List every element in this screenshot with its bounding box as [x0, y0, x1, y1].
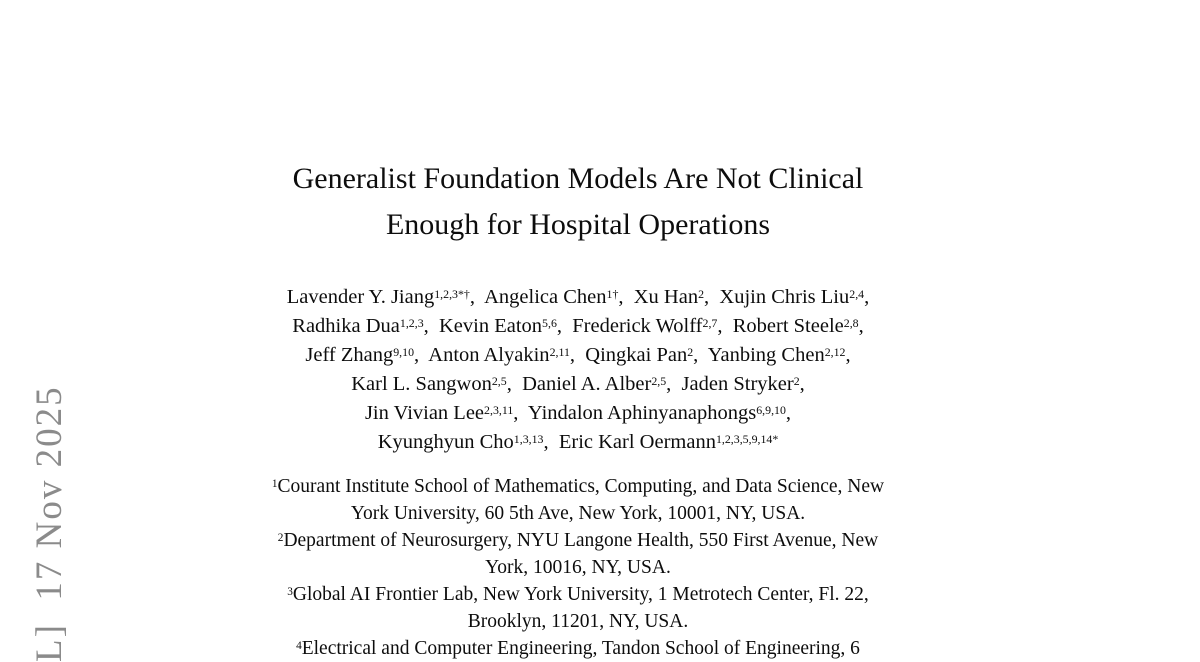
text-run: , Eric Karl Oermann	[543, 431, 716, 453]
text-run: , Qingkai Pan	[569, 344, 688, 366]
arxiv-watermark: L] 17 Nov 2025	[29, 385, 70, 662]
author-line	[0, 283, 1156, 312]
text-run: ,	[845, 344, 851, 366]
superscript: 2,3,11	[484, 402, 514, 417]
author-list	[0, 283, 1156, 457]
superscript: 1,2,3,5,9,14*	[715, 431, 779, 446]
text-run: Brooklyn, 11201, NY, USA.	[467, 611, 689, 632]
text-run: , Jaden Stryker	[666, 373, 794, 395]
superscript: 2	[793, 373, 800, 388]
superscript: 4	[296, 639, 302, 652]
affiliation-line	[0, 581, 1156, 608]
text-run: , Angelica Chen	[469, 286, 607, 308]
text-run: Electrical and Computer Engineering, Tandon School of Engineering, 6	[301, 638, 860, 659]
text-run: Radhika Dua	[292, 315, 400, 337]
superscript: 6,9,10	[756, 402, 786, 417]
affiliation-line	[0, 635, 1156, 662]
text-run: , Xujin Chris Liu	[704, 286, 850, 308]
text-run: York, 10016, NY, USA.	[485, 557, 671, 578]
superscript: 1,2,3*†	[434, 286, 470, 301]
superscript: 2,7	[702, 315, 718, 330]
text-run: Global AI Frontier Lab, New York University, 1 Metrotech Center, Fl. 22,	[292, 584, 869, 605]
text-run: York University, 60 5th Ave, New York, 10001, NY, USA.	[350, 503, 806, 524]
paper-title-line-2: Enough for Hospital Operations	[385, 208, 771, 241]
paper-title	[0, 156, 1156, 248]
paper-title-line-1: Generalist Foundation Models Are Not Clinical	[292, 162, 864, 195]
text-run: , Yanbing Chen	[693, 344, 825, 366]
superscript: 2	[698, 286, 705, 301]
affiliation-line	[0, 608, 1156, 635]
superscript: 2,12	[824, 344, 846, 359]
author-line	[0, 312, 1156, 341]
author-line	[0, 428, 1156, 457]
superscript: 1†	[606, 286, 619, 301]
author-line	[0, 370, 1156, 399]
superscript: 1,2,3	[399, 315, 424, 330]
text-run: Karl L. Sangwon	[351, 373, 492, 395]
affiliation-line	[0, 527, 1156, 554]
author-line	[0, 399, 1156, 428]
superscript: 2,4	[849, 286, 865, 301]
superscript: 2,5	[491, 373, 507, 388]
text-run: Jeff Zhang	[305, 344, 394, 366]
text-run: ,	[799, 373, 805, 395]
text-run: , Kevin Eaton	[423, 315, 543, 337]
text-run: , Anton Alyakin	[414, 344, 550, 366]
superscript: 2,11	[549, 344, 570, 359]
superscript: 1,3,13	[513, 431, 544, 446]
text-run: Department of Neurosurgery, NYU Langone Health, 550 First Avenue, New	[283, 530, 879, 551]
superscript: 1	[271, 477, 278, 490]
affiliation-list	[0, 473, 1156, 662]
text-run: Courant Institute School of Mathematics, Computing, and Data Science, New	[277, 476, 885, 497]
text-run: Jin Vivian Lee	[364, 402, 485, 424]
author-line	[0, 341, 1156, 370]
superscript: 3	[287, 585, 293, 598]
affiliation-line	[0, 473, 1156, 500]
text-run: ,	[864, 286, 870, 308]
text-run: ,	[785, 402, 792, 424]
superscript: 2	[687, 344, 694, 359]
affiliation-line	[0, 554, 1156, 581]
superscript: 5,6	[542, 315, 557, 330]
text-run: Lavender Y. Jiang	[286, 286, 435, 308]
superscript: 2	[277, 531, 284, 544]
text-run: , Xu Han	[618, 286, 699, 308]
text-run: , Yindalon Aphinyanaphongs	[513, 402, 757, 424]
affiliation-line	[0, 500, 1156, 527]
superscript: 2,5	[651, 373, 667, 388]
text-run: Kyunghyun Cho	[377, 431, 514, 453]
text-run: , Frederick Wolff	[556, 315, 703, 337]
text-run: ,	[858, 315, 864, 337]
text-run: , Robert Steele	[717, 315, 844, 337]
superscript: 9,10	[393, 344, 415, 359]
superscript: 2,8	[843, 315, 859, 330]
text-run: , Daniel A. Alber	[506, 373, 652, 395]
